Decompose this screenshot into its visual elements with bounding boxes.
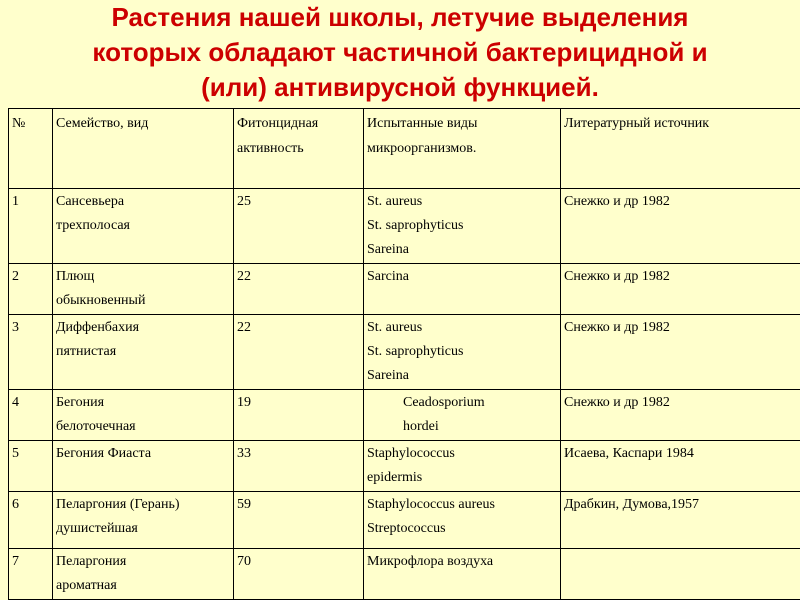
family-line-2: обыкновенный <box>56 293 146 308</box>
micro-line: hordei <box>403 419 439 434</box>
cell-source: Снежко и др 1982 <box>561 315 800 390</box>
cell-family <box>53 492 234 549</box>
micro-line: Staphylococcus aureus <box>367 497 495 512</box>
cell-num: 4 <box>9 390 53 441</box>
header-microorganisms <box>364 109 561 189</box>
family-line-2: ароматная <box>56 578 117 593</box>
header-activity-line-1: Фитонцидная <box>237 116 319 131</box>
family-line-1: Бегония <box>56 395 105 410</box>
cell-family <box>53 549 234 600</box>
cell-family <box>53 315 234 390</box>
header-family: Семейство, вид <box>53 109 234 189</box>
cell-microorganisms <box>364 390 561 441</box>
cell-activity: 33 <box>234 441 364 492</box>
family-line-1: Плющ <box>56 269 95 284</box>
plants-table <box>8 108 800 600</box>
micro-line: epidermis <box>367 470 423 485</box>
family-line-2: белоточечная <box>56 419 136 434</box>
table-row <box>9 441 800 492</box>
cell-source <box>561 549 800 600</box>
header-micro-line-2: микроорганизмов. <box>367 141 477 156</box>
header-activity <box>234 109 364 189</box>
title-line-3: (или) антивирусной функцией. <box>201 72 599 102</box>
micro-line: Streptococcus <box>367 521 446 536</box>
micro-line: St. aureus <box>367 320 423 335</box>
table-header-row <box>9 109 800 189</box>
micro-line: St. saprophyticus <box>367 344 464 359</box>
cell-activity: 59 <box>234 492 364 549</box>
cell-family <box>53 189 234 264</box>
table-row <box>9 549 800 600</box>
cell-activity: 22 <box>234 264 364 315</box>
cell-microorganisms <box>364 264 561 315</box>
cell-family <box>53 390 234 441</box>
cell-num: 3 <box>9 315 53 390</box>
cell-source: Снежко и др 1982 <box>561 390 800 441</box>
family-line-1: Бегония Фиаста <box>56 446 152 461</box>
micro-line: Ceadosporium <box>403 395 485 410</box>
family-line-1: Диффенбахия <box>56 320 140 335</box>
cell-activity: 70 <box>234 549 364 600</box>
family-line-2: пятнистая <box>56 344 117 359</box>
cell-activity: 25 <box>234 189 364 264</box>
cell-source: Снежко и др 1982 <box>561 189 800 264</box>
cell-source: Снежко и др 1982 <box>561 264 800 315</box>
slide-title <box>0 0 800 105</box>
table-row <box>9 390 800 441</box>
cell-num: 6 <box>9 492 53 549</box>
cell-source: Исаева, Каспари 1984 <box>561 441 800 492</box>
cell-num: 5 <box>9 441 53 492</box>
family-line-1: Сансевьера <box>56 194 125 209</box>
cell-num: 2 <box>9 264 53 315</box>
micro-line: Sareina <box>367 368 409 383</box>
micro-line: Sarcina <box>367 269 409 284</box>
cell-source: Драбкин, Думова,1957 <box>561 492 800 549</box>
family-line-1: Пеларгония (Герань) <box>56 497 180 512</box>
table-row <box>9 264 800 315</box>
header-num: № <box>9 109 53 189</box>
table-row <box>9 315 800 390</box>
header-activity-line-2: активность <box>237 141 304 156</box>
family-line-1: Пеларгония <box>56 554 127 569</box>
table-row <box>9 492 800 549</box>
family-line-2: трехполосая <box>56 218 130 233</box>
micro-line: Микрофлора воздуха <box>367 554 494 569</box>
family-line-2: душистейшая <box>56 521 138 536</box>
cell-microorganisms <box>364 441 561 492</box>
header-micro-line-1: Испытанные виды <box>367 116 478 131</box>
micro-line: Sareina <box>367 242 409 257</box>
cell-num: 1 <box>9 189 53 264</box>
cell-microorganisms <box>364 189 561 264</box>
cell-microorganisms <box>364 549 561 600</box>
micro-line: St. saprophyticus <box>367 218 464 233</box>
cell-activity: 19 <box>234 390 364 441</box>
header-source: Литературный источник <box>561 109 800 189</box>
cell-family <box>53 264 234 315</box>
title-line-2: которых обладают частичной бактерицидной и <box>92 37 708 67</box>
cell-microorganisms <box>364 492 561 549</box>
micro-line: Staphylococcus <box>367 446 455 461</box>
micro-line: St. aureus <box>367 194 423 209</box>
cell-activity: 22 <box>234 315 364 390</box>
cell-num: 7 <box>9 549 53 600</box>
title-line-1: Растения нашей школы, летучие выделения <box>111 2 689 32</box>
cell-family <box>53 441 234 492</box>
table-row <box>9 189 800 264</box>
cell-microorganisms <box>364 315 561 390</box>
